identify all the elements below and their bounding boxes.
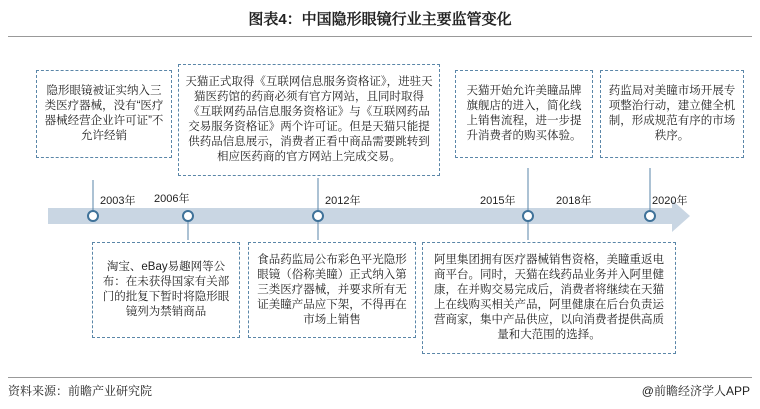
- year-label-2018: 2018年: [556, 195, 592, 207]
- event-box-2020: [600, 70, 744, 158]
- node-2015: [523, 211, 533, 221]
- event-box-2012-top: [178, 64, 440, 176]
- event-box-2015: [422, 242, 676, 354]
- node-2012: [313, 211, 323, 221]
- chart-title: 图表4：中国隐形眼镜行业主要监管变化: [248, 11, 512, 28]
- event-box-2012-bottom: [248, 242, 416, 338]
- event-box-2003: [36, 70, 172, 158]
- year-label-2015: 2015年: [480, 195, 516, 207]
- source-note: 资料来源：前瞻产业研究院: [8, 384, 153, 398]
- footer-divider: [8, 377, 752, 378]
- year-label-2012: 2012年: [325, 195, 361, 207]
- event-box-2006: [92, 242, 240, 338]
- event-text-2012-bottom: 食品药监局公布彩色平光隐形眼镜（俗称美瞳）正式纳入第三类医疗器械，并要求所有无证美瞳产品应下架，不得再在市场上销售: [257, 253, 407, 326]
- event-box-2018: [455, 70, 593, 158]
- node-2006: [183, 211, 193, 221]
- event-text-2006: 淘宝、eBay易趣网等公布：在未获得国家有关部门的批复下暂时将隐形眼镜列为禁销商品: [102, 261, 230, 318]
- year-label-2006: 2006年: [154, 193, 190, 205]
- node-2003: [88, 211, 98, 221]
- event-text-2015: 阿里集团拥有医疗器械销售资格，美瞳重返电商平台。同时，天猫在线药品业务并入阿里健康，在并购交易完成后，消费者将继续在天猫上在线购买相关产品，阿里健康在后台负责运营商家，集中产品供应，以向消费者提供高质量和大范围的选择。: [434, 254, 664, 341]
- year-label-2003: 2003年: [100, 195, 136, 207]
- year-label-2020: 2020年: [652, 195, 688, 207]
- timeline-arrow: [48, 200, 690, 232]
- event-text-2003: 隐形眼镜被证实纳入三类医疗器械，没有“医疗器械经营企业许可证”不允许经销: [44, 85, 164, 142]
- event-text-2018: 天猫开始允许美瞳品牌旗舰店的进入，简化线上销售流程，进一步提升消费者的购买体验。: [466, 85, 582, 142]
- credit-note: @前瞻经济学人APP: [641, 384, 750, 398]
- node-2020: [645, 211, 655, 221]
- event-text-2020: 药监局对美瞳市场开展专项整治行动，建立健全机制，形成规范有序的市场秩序。: [608, 85, 736, 142]
- event-text-2012-top: 天猫正式取得《互联网信息服务资格证》，进驻天猫医药馆的药商必须有官方网站，且同时取得《互联网药品信息服务资格证》与《互联网药品交易服务资格证》两个许可证。但是天猫只能提供药品信息展示，消费者正看中商品需要跳转到相应医药商的官方网站上完成交易。: [185, 76, 433, 163]
